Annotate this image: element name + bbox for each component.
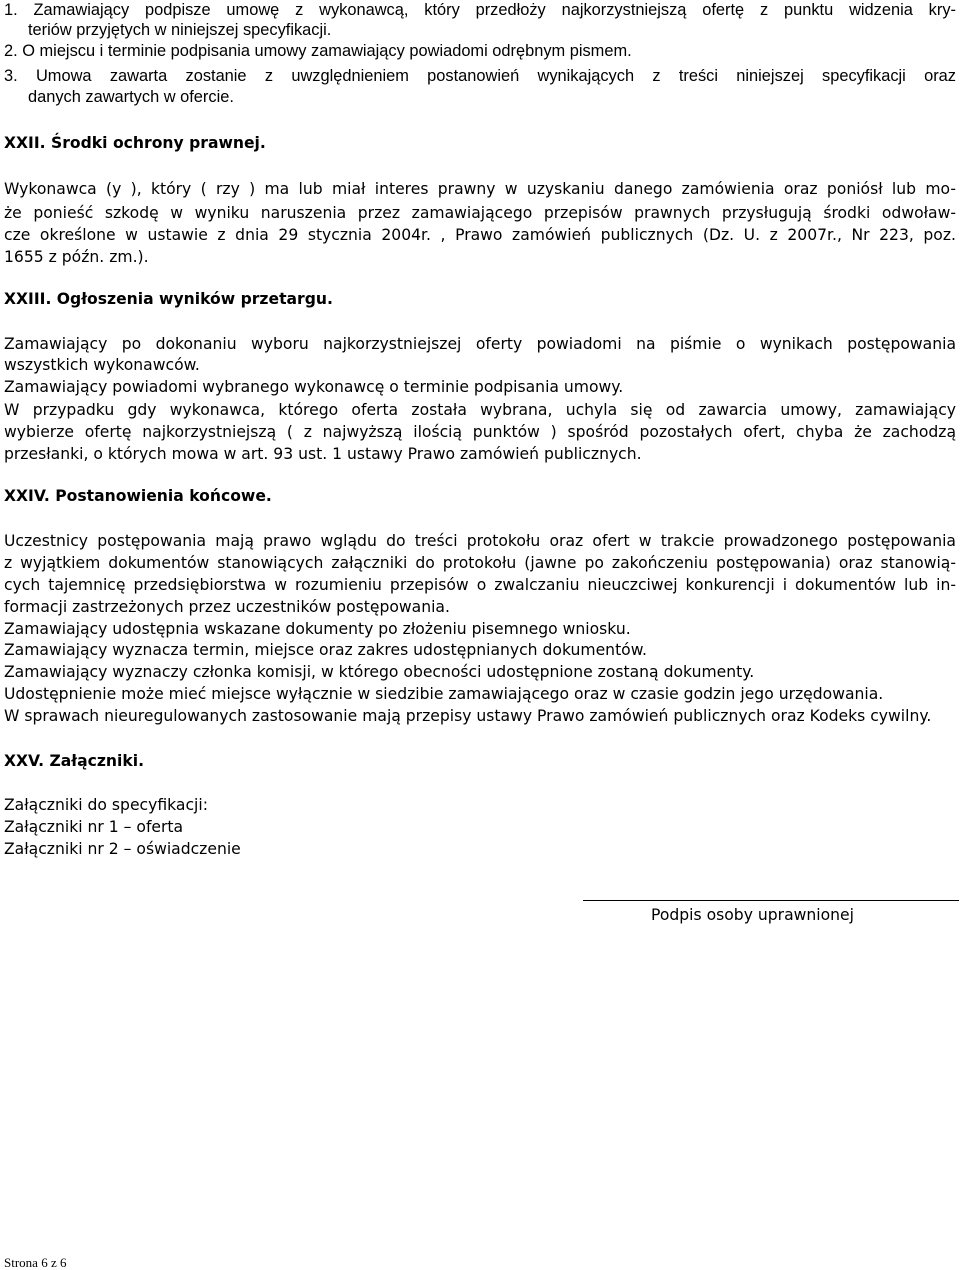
- section-heading-xxiv: XXIV. Postanowienia końcowe.: [4, 487, 272, 505]
- list-item-2: 2. O miejscu i terminie podpisania umowy zamawiający powiadomi odrębnym pismem.: [4, 42, 632, 60]
- paragraph-line: wybierze ofertę najkorzystniejszą ( z najwyższą ilością punktów ) spośród pozostałych ofert, chyba że zachodzą: [4, 423, 956, 441]
- paragraph-line: że ponieść szkodę w wyniku naruszenia przez zamawiającego przepisów prawnych przysługują środki odwoław-: [4, 204, 956, 222]
- paragraph-line: cych tajemnicę przedsiębiorstwa w rozumieniu przepisów o zwalczaniu nieuczciwej konkurencji i dokumentów lub in-: [4, 576, 956, 594]
- paragraph-line: przesłanki, o których mowa w art. 93 ust. 1 ustawy Prawo zamówień publicznych.: [4, 445, 642, 463]
- signature-line: [583, 900, 959, 901]
- paragraph-line: cze określone w ustawie z dnia 29 stycznia 2004r. , Prawo zamówień publicznych (Dz. U. z 2007r., Nr 223, poz.: [4, 226, 956, 244]
- paragraph-line: formacji zastrzeżonych przez uczestników postępowania.: [4, 598, 450, 616]
- paragraph-line: W przypadku gdy wykonawca, którego oferta została wybrana, uchyla się od zawarcia umowy, zamawiający: [4, 401, 956, 419]
- paragraph-line: Zamawiający udostępnia wskazane dokumenty po złożeniu pisemnego wniosku.: [4, 620, 631, 638]
- paragraph-line: Uczestnicy postępowania mają prawo wglądu do treści protokołu oraz ofert w trakcie prowadzonego postępowania: [4, 532, 956, 550]
- paragraph-line: z wyjątkiem dokumentów stanowiących załączniki do protokołu (jawne po zakończeniu postępowania) oraz stanowią-: [4, 554, 956, 572]
- paragraph-line: Zamawiający po dokonaniu wyboru najkorzystniejszej oferty powiadomi na piśmie o wynikach postępowania: [4, 335, 956, 353]
- list-item-1-line-1: 1. Zamawiający podpisze umowę z wykonawcą, który przedłoży najkorzystniejszą ofertę z punktu widzenia kry-: [4, 1, 956, 19]
- paragraph-line: Udostępnienie może mieć miejsce wyłącznie w siedzibie zamawiającego oraz w czasie godzin jego urzędowania.: [4, 685, 884, 703]
- paragraph-line: Zamawiający wyznacza termin, miejsce oraz zakres udostępnianych dokumentów.: [4, 641, 647, 659]
- list-item-1-line-2: teriów przyjętych w niniejszej specyfikacji.: [28, 21, 332, 39]
- paragraph-line: Zamawiający wyznaczy członka komisji, w którego obecności udostępnione zostaną dokumenty.: [4, 663, 755, 681]
- page-number: Strona 6 z 6: [4, 1255, 67, 1270]
- paragraph-line: W sprawach nieuregulowanych zastosowanie mają przepisy ustawy Prawo zamówień publicznych oraz Kodeks cywilny.: [4, 707, 932, 725]
- paragraph-line: 1655 z późn. zm.).: [4, 248, 149, 266]
- paragraph-line: wszystkich wykonawców.: [4, 356, 200, 374]
- attachment-item-1: Załączniki nr 1 – oferta: [4, 818, 184, 836]
- section-heading-xxii: XXII. Środki ochrony prawnej.: [4, 134, 266, 152]
- paragraph-line: Wykonawca (y ), który ( rzy ) ma lub miał interes prawny w uzyskaniu danego zamówienia oraz poniósł lub mo-: [4, 180, 956, 198]
- attachment-item-2: Załączniki nr 2 – oświadczenie: [4, 840, 241, 858]
- section-heading-xxv: XXV. Załączniki.: [4, 752, 145, 770]
- list-item-3-line-2: danych zawartych w ofercie.: [28, 88, 234, 106]
- paragraph-line: Zamawiający powiadomi wybranego wykonawcę o terminie podpisania umowy.: [4, 378, 624, 396]
- attachments-intro: Załączniki do specyfikacji:: [4, 796, 208, 814]
- signature-label: Podpis osoby uprawnionej: [651, 906, 854, 924]
- list-item-3-line-1: 3. Umowa zawarta zostanie z uwzględnieniem postanowień wynikających z treści niniejszej specyfikacji oraz: [4, 67, 956, 85]
- section-heading-xxiii: XXIII. Ogłoszenia wyników przetargu.: [4, 290, 333, 308]
